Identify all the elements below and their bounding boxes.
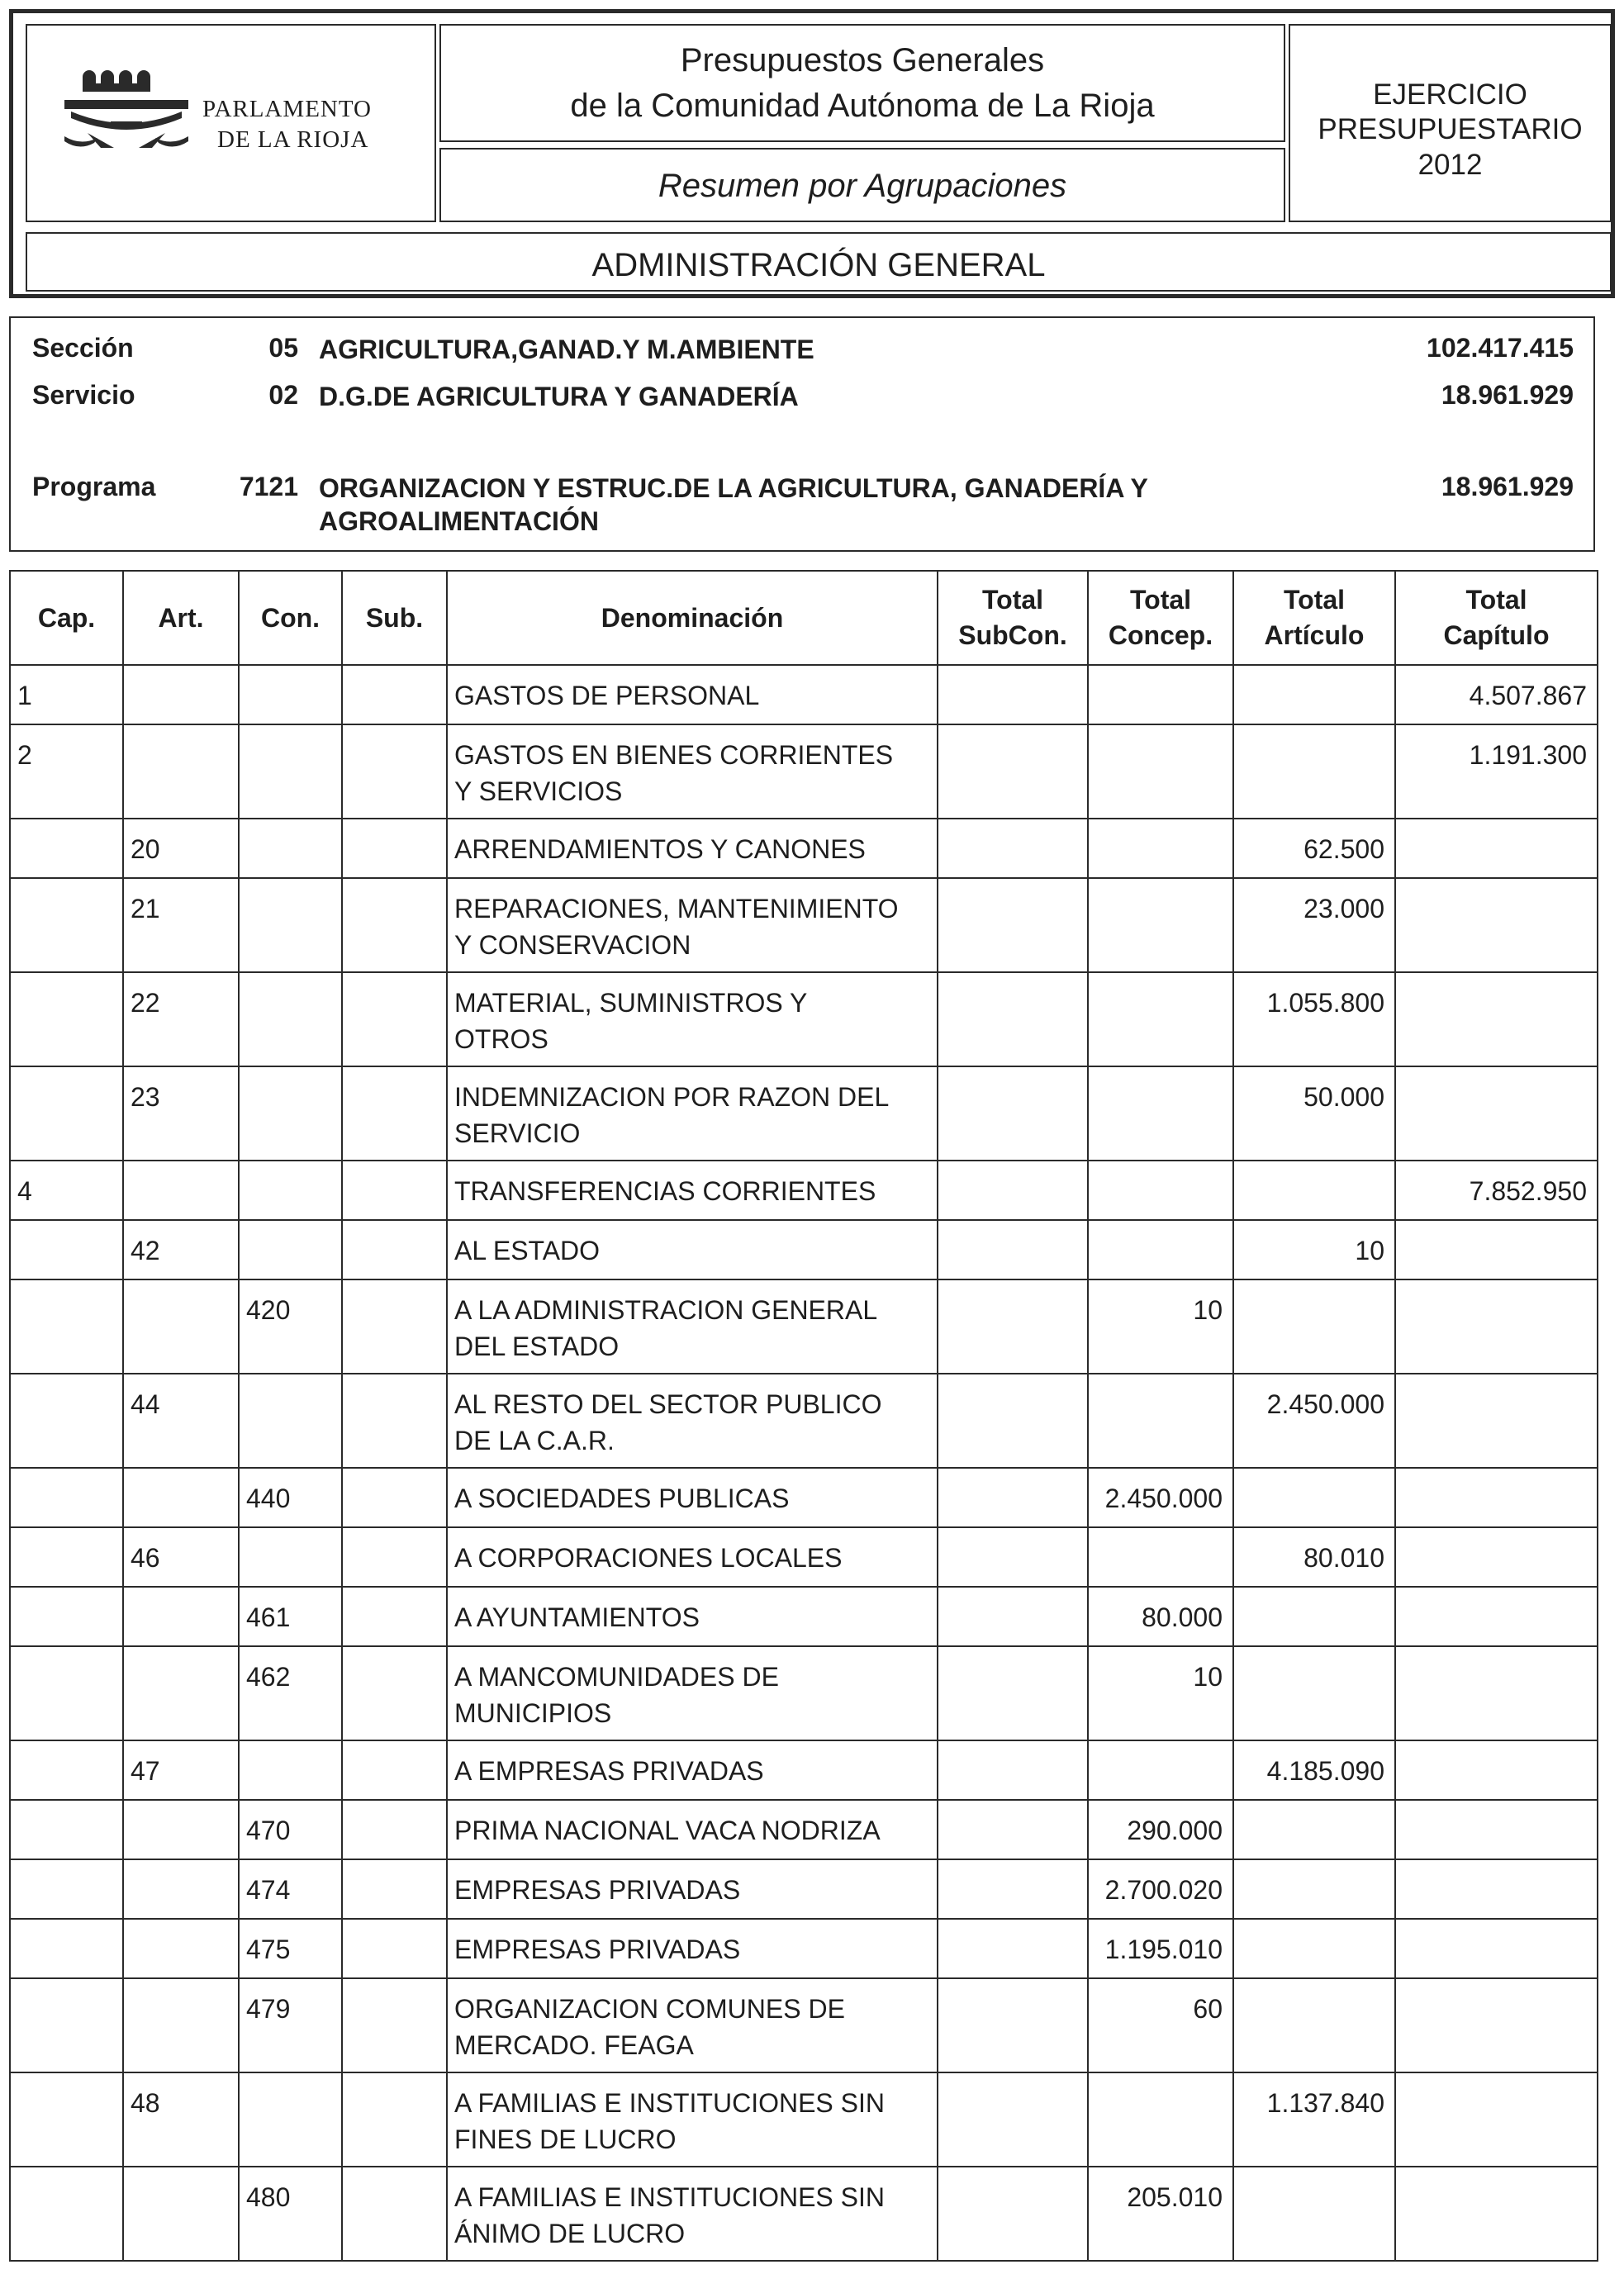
den-line1: GASTOS EN BIENES CORRIENTES — [454, 740, 894, 770]
cell-con — [239, 819, 342, 878]
cell-con: 480 — [239, 2167, 342, 2261]
col-header-total-subcon-l1: Total — [981, 585, 1044, 615]
col-header-total-concep-l2: Concep. — [1108, 620, 1213, 650]
cell-cap: 4 — [10, 1161, 123, 1220]
servicio-label: Servicio — [32, 380, 135, 410]
den-line1: REPARACIONES, MANTENIMIENTO — [454, 894, 899, 923]
cell-sub — [342, 1919, 447, 1978]
cell-sub — [342, 1978, 447, 2072]
cell-sub — [342, 1587, 447, 1646]
cell-sub — [342, 724, 447, 819]
cell-total-capitulo: 4.507.867 — [1395, 665, 1598, 724]
cell-total-subcon — [938, 1800, 1088, 1859]
cell-art: 22 — [123, 972, 239, 1066]
cell-total-subcon — [938, 1220, 1088, 1279]
den-line2: FINES DE LUCRO — [454, 2124, 677, 2154]
cell-sub — [342, 1527, 447, 1587]
den-line2: ÁNIMO DE LUCRO — [454, 2219, 686, 2248]
table-row — [10, 1161, 1598, 1220]
table-row — [10, 819, 1598, 878]
cell-cap — [10, 2072, 123, 2167]
document-subtitle — [439, 148, 1285, 222]
cell-total-subcon — [938, 1919, 1088, 1978]
fiscal-year-panel — [1289, 24, 1612, 222]
cell-denominacion — [447, 1740, 938, 1800]
title-line1: Presupuestos Generales — [680, 42, 1045, 78]
cell-sub — [342, 972, 447, 1066]
cell-cap — [10, 1800, 123, 1859]
cell-total-articulo — [1233, 1587, 1395, 1646]
cell-total-capitulo — [1395, 972, 1598, 1066]
cell-con — [239, 724, 342, 819]
cell-denominacion — [447, 1859, 938, 1919]
document-header — [9, 9, 1615, 298]
cell-total-capitulo: 1.191.300 — [1395, 724, 1598, 819]
den-line1: AL ESTADO — [454, 1236, 601, 1265]
den-line1: EMPRESAS PRIVADAS — [454, 1935, 741, 1964]
cell-total-articulo: 62.500 — [1233, 819, 1395, 878]
table-row — [10, 1527, 1598, 1587]
cell-art: 47 — [123, 1740, 239, 1800]
cell-total-capitulo — [1395, 1279, 1598, 1374]
cell-total-articulo — [1233, 1800, 1395, 1859]
cell-denominacion — [447, 724, 938, 819]
den-line1: A EMPRESAS PRIVADAS — [454, 1756, 764, 1786]
title-line2: de la Comunidad Autónoma de La Rioja — [570, 88, 1155, 124]
programa-desc-line2: AGROALIMENTACIÓN — [319, 506, 599, 536]
cell-total-concep: 10 — [1088, 1646, 1233, 1740]
programa-desc — [319, 472, 1148, 538]
cell-con — [239, 665, 342, 724]
cell-art — [123, 1587, 239, 1646]
den-line1: GASTOS DE PERSONAL — [454, 681, 760, 710]
cell-denominacion — [447, 665, 938, 724]
cell-cap — [10, 1527, 123, 1587]
table-row — [10, 1468, 1598, 1527]
cell-cap — [10, 1978, 123, 2072]
cell-total-concep: 205.010 — [1088, 2167, 1233, 2261]
col-header-denominacion: Denominación — [447, 571, 938, 665]
cell-cap: 2 — [10, 724, 123, 819]
den-line2: SERVICIO — [454, 1118, 581, 1148]
cell-total-capitulo — [1395, 1374, 1598, 1468]
col-header-total-articulo — [1233, 571, 1395, 665]
cell-total-articulo — [1233, 1919, 1395, 1978]
cell-total-subcon — [938, 2167, 1088, 2261]
budget-table — [9, 570, 1598, 2262]
administration-banner — [26, 232, 1612, 292]
den-line2: DEL ESTADO — [454, 1332, 620, 1361]
den-line2: Y SERVICIOS — [454, 776, 623, 806]
col-header-cap: Cap. — [10, 571, 123, 665]
cell-con: 461 — [239, 1587, 342, 1646]
col-header-sub: Sub. — [342, 571, 447, 665]
cell-total-subcon — [938, 2072, 1088, 2167]
cell-total-concep — [1088, 1374, 1233, 1468]
cell-total-concep: 2.450.000 — [1088, 1468, 1233, 1527]
cell-total-subcon — [938, 665, 1088, 724]
cell-con: 470 — [239, 1800, 342, 1859]
cell-total-subcon — [938, 1374, 1088, 1468]
cell-sub — [342, 1374, 447, 1468]
cell-art — [123, 665, 239, 724]
subtitle-text: Resumen por Agrupaciones — [658, 168, 1067, 204]
cell-total-subcon — [938, 1161, 1088, 1220]
cell-total-concep — [1088, 2072, 1233, 2167]
cell-cap — [10, 1919, 123, 1978]
cell-total-articulo — [1233, 1161, 1395, 1220]
cell-cap — [10, 1587, 123, 1646]
den-line1: TRANSFERENCIAS CORRIENTES — [454, 1176, 876, 1206]
seccion-amount: 102.417.415 — [1427, 333, 1574, 363]
den-line1: A SOCIEDADES PUBLICAS — [454, 1484, 790, 1513]
den-line1: A FAMILIAS E INSTITUCIONES SIN — [454, 2088, 885, 2118]
budget-section-info — [9, 316, 1595, 552]
table-row — [10, 1859, 1598, 1919]
cell-sub — [342, 1468, 447, 1527]
cell-con — [239, 1220, 342, 1279]
cell-total-capitulo — [1395, 1220, 1598, 1279]
den-line1: A MANCOMUNIDADES DE — [454, 1662, 779, 1692]
cell-denominacion — [447, 878, 938, 972]
cell-total-subcon — [938, 878, 1088, 972]
cell-total-subcon — [938, 972, 1088, 1066]
cell-con — [239, 1161, 342, 1220]
den-line2: MERCADO. FEAGA — [454, 2030, 694, 2060]
cell-total-subcon — [938, 724, 1088, 819]
cell-sub — [342, 1161, 447, 1220]
cell-total-capitulo — [1395, 819, 1598, 878]
cell-sub — [342, 819, 447, 878]
cell-cap — [10, 1066, 123, 1161]
cell-art — [123, 2167, 239, 2261]
ejercicio-label: EJERCICIO — [1373, 78, 1527, 111]
cell-art: 20 — [123, 819, 239, 878]
cell-denominacion — [447, 819, 938, 878]
den-line1: A LA ADMINISTRACION GENERAL — [454, 1295, 878, 1325]
cell-total-articulo — [1233, 1646, 1395, 1740]
cell-art — [123, 1859, 239, 1919]
logo-panel — [26, 24, 436, 222]
cell-cap — [10, 1646, 123, 1740]
cell-total-articulo — [1233, 1468, 1395, 1527]
cell-con — [239, 1066, 342, 1161]
col-header-total-capitulo — [1395, 571, 1598, 665]
cell-sub — [342, 2167, 447, 2261]
cell-cap — [10, 1740, 123, 1800]
cell-total-capitulo — [1395, 2072, 1598, 2167]
cell-total-concep — [1088, 1220, 1233, 1279]
cell-art: 46 — [123, 1527, 239, 1587]
cell-total-articulo: 80.010 — [1233, 1527, 1395, 1587]
cell-sub — [342, 665, 447, 724]
table-row — [10, 1279, 1598, 1374]
cell-art — [123, 1279, 239, 1374]
cell-con: 479 — [239, 1978, 342, 2072]
seccion-label: Sección — [32, 333, 134, 363]
table-row — [10, 1587, 1598, 1646]
cell-art — [123, 724, 239, 819]
seccion-desc: AGRICULTURA,GANAD.Y M.AMBIENTE — [319, 335, 814, 364]
col-header-total-capitulo-l1: Total — [1465, 585, 1527, 615]
document-title — [439, 24, 1285, 142]
cell-denominacion — [447, 1279, 938, 1374]
servicio-desc: D.G.DE AGRICULTURA Y GANADERÍA — [319, 382, 799, 411]
table-row — [10, 1066, 1598, 1161]
cell-denominacion — [447, 2072, 938, 2167]
col-header-total-articulo-l2: Artículo — [1264, 620, 1365, 650]
cell-denominacion — [447, 1220, 938, 1279]
cell-cap — [10, 2167, 123, 2261]
cell-total-articulo — [1233, 724, 1395, 819]
cell-sub — [342, 1279, 447, 1374]
cell-total-capitulo — [1395, 1066, 1598, 1161]
cell-total-articulo: 23.000 — [1233, 878, 1395, 972]
cell-total-concep — [1088, 1161, 1233, 1220]
administration-title: ADMINISTRACIÓN GENERAL — [591, 247, 1046, 283]
cell-total-subcon — [938, 1978, 1088, 2072]
den-line2: MUNICIPIOS — [454, 1698, 612, 1728]
den-line2: DE LA C.A.R. — [454, 1426, 615, 1455]
table-row — [10, 665, 1598, 724]
table-row — [10, 1740, 1598, 1800]
cell-cap — [10, 819, 123, 878]
cell-art — [123, 1646, 239, 1740]
cell-total-articulo — [1233, 1978, 1395, 2072]
cell-total-concep: 1.195.010 — [1088, 1919, 1233, 1978]
cell-sub — [342, 1800, 447, 1859]
col-header-total-concep-l1: Total — [1129, 585, 1192, 615]
cell-sub — [342, 1220, 447, 1279]
cell-cap — [10, 1279, 123, 1374]
cell-con: 440 — [239, 1468, 342, 1527]
seccion-code: 05 — [268, 333, 298, 363]
cell-con — [239, 972, 342, 1066]
den-line1: ARRENDAMIENTOS Y CANONES — [454, 834, 866, 864]
logo-text-line2: DE LA RIOJA — [217, 126, 369, 153]
cell-denominacion — [447, 1161, 938, 1220]
table-row — [10, 972, 1598, 1066]
cell-total-subcon — [938, 1279, 1088, 1374]
cell-sub — [342, 1066, 447, 1161]
cell-art — [123, 1800, 239, 1859]
cell-art — [123, 1468, 239, 1527]
cell-total-concep: 80.000 — [1088, 1587, 1233, 1646]
cell-con: 474 — [239, 1859, 342, 1919]
cell-con: 420 — [239, 1279, 342, 1374]
den-line1: A CORPORACIONES LOCALES — [454, 1543, 843, 1573]
cell-total-subcon — [938, 1646, 1088, 1740]
presupuestario-label: PRESUPUESTARIO — [1318, 113, 1583, 145]
table-row — [10, 724, 1598, 819]
cell-total-concep — [1088, 724, 1233, 819]
cell-denominacion — [447, 1800, 938, 1859]
cell-art: 42 — [123, 1220, 239, 1279]
cell-sub — [342, 2072, 447, 2167]
cell-con — [239, 2072, 342, 2167]
logo-text-line1: PARLAMENTO — [202, 96, 372, 122]
table-row — [10, 1220, 1598, 1279]
cell-art: 44 — [123, 1374, 239, 1468]
cell-denominacion — [447, 972, 938, 1066]
col-header-art: Art. — [123, 571, 239, 665]
cell-total-capitulo — [1395, 1740, 1598, 1800]
table-row — [10, 1919, 1598, 1978]
cell-total-capitulo — [1395, 1468, 1598, 1527]
cell-total-capitulo — [1395, 1527, 1598, 1587]
cell-total-articulo — [1233, 1859, 1395, 1919]
cell-total-capitulo — [1395, 1800, 1598, 1859]
cell-denominacion — [447, 1978, 938, 2072]
cell-total-capitulo — [1395, 1587, 1598, 1646]
cell-cap — [10, 1220, 123, 1279]
den-line1: INDEMNIZACION POR RAZON DEL — [454, 1082, 890, 1112]
cell-total-concep — [1088, 1740, 1233, 1800]
cell-con — [239, 1740, 342, 1800]
cell-total-concep: 290.000 — [1088, 1800, 1233, 1859]
cell-total-concep — [1088, 819, 1233, 878]
den-line2: OTROS — [454, 1024, 548, 1054]
cell-sub — [342, 878, 447, 972]
cell-denominacion — [447, 1646, 938, 1740]
cell-total-articulo — [1233, 2167, 1395, 2261]
cell-total-subcon — [938, 1740, 1088, 1800]
cell-total-subcon — [938, 1587, 1088, 1646]
servicio-amount: 18.961.929 — [1441, 380, 1574, 410]
cell-cap — [10, 1374, 123, 1468]
cell-total-articulo: 2.450.000 — [1233, 1374, 1395, 1468]
cell-total-capitulo — [1395, 1919, 1598, 1978]
cell-sub — [342, 1740, 447, 1800]
cell-total-articulo — [1233, 1279, 1395, 1374]
col-header-total-articulo-l1: Total — [1283, 585, 1346, 615]
cell-total-articulo — [1233, 665, 1395, 724]
cell-cap: 1 — [10, 665, 123, 724]
cell-art — [123, 1978, 239, 2072]
col-header-total-capitulo-l2: Capítulo — [1443, 620, 1550, 650]
table-header-row — [10, 571, 1598, 665]
den-line1: ORGANIZACION COMUNES DE — [454, 1994, 845, 2024]
cell-total-articulo: 4.185.090 — [1233, 1740, 1395, 1800]
cell-denominacion — [447, 1587, 938, 1646]
cell-total-capitulo — [1395, 2167, 1598, 2261]
cell-art — [123, 1161, 239, 1220]
cell-total-articulo: 1.055.800 — [1233, 972, 1395, 1066]
cell-total-capitulo — [1395, 878, 1598, 972]
cell-total-subcon — [938, 1859, 1088, 1919]
cell-art: 21 — [123, 878, 239, 972]
cell-art: 48 — [123, 2072, 239, 2167]
col-header-total-subcon-l2: SubCon. — [958, 620, 1067, 650]
cell-denominacion — [447, 1919, 938, 1978]
programa-code: 7121 — [239, 472, 298, 501]
cell-total-concep — [1088, 878, 1233, 972]
col-header-total-subcon — [938, 571, 1088, 665]
cell-cap — [10, 1859, 123, 1919]
table-row — [10, 1978, 1598, 2072]
cell-sub — [342, 1646, 447, 1740]
cell-cap — [10, 878, 123, 972]
table-row — [10, 1374, 1598, 1468]
programa-amount: 18.961.929 — [1441, 472, 1574, 501]
table-row — [10, 878, 1598, 972]
cell-cap — [10, 972, 123, 1066]
col-header-con: Con. — [239, 571, 342, 665]
cell-total-subcon — [938, 1468, 1088, 1527]
cell-sub — [342, 1859, 447, 1919]
den-line1: A FAMILIAS E INSTITUCIONES SIN — [454, 2182, 885, 2212]
cell-denominacion — [447, 1066, 938, 1161]
table-row — [10, 1800, 1598, 1859]
cell-total-concep: 2.700.020 — [1088, 1859, 1233, 1919]
den-line1: AL RESTO DEL SECTOR PUBLICO — [454, 1389, 882, 1419]
cell-total-capitulo — [1395, 1978, 1598, 2072]
table-row — [10, 2167, 1598, 2261]
programa-label: Programa — [32, 472, 156, 501]
cell-art — [123, 1919, 239, 1978]
cell-total-concep — [1088, 1527, 1233, 1587]
den-line1: PRIMA NACIONAL VACA NODRIZA — [454, 1816, 881, 1845]
cell-total-subcon — [938, 819, 1088, 878]
cell-con — [239, 878, 342, 972]
cell-total-articulo: 50.000 — [1233, 1066, 1395, 1161]
den-line1: EMPRESAS PRIVADAS — [454, 1875, 741, 1905]
cell-total-capitulo: 7.852.950 — [1395, 1161, 1598, 1220]
programa-desc-line1: ORGANIZACION Y ESTRUC.DE LA AGRICULTURA, GANADERÍA Y — [319, 473, 1148, 503]
cell-con: 462 — [239, 1646, 342, 1740]
cell-total-concep: 10 — [1088, 1279, 1233, 1374]
cell-denominacion — [447, 1374, 938, 1468]
den-line2: Y CONSERVACION — [454, 930, 691, 960]
cell-total-capitulo — [1395, 1859, 1598, 1919]
cell-total-articulo: 10 — [1233, 1220, 1395, 1279]
den-line1: MATERIAL, SUMINISTROS Y — [454, 988, 808, 1018]
cell-total-articulo: 1.137.840 — [1233, 2072, 1395, 2167]
den-line1: A AYUNTAMIENTOS — [454, 1602, 700, 1632]
cell-total-capitulo — [1395, 1646, 1598, 1740]
cell-denominacion — [447, 1527, 938, 1587]
cell-total-concep — [1088, 972, 1233, 1066]
cell-cap — [10, 1468, 123, 1527]
cell-total-concep — [1088, 1066, 1233, 1161]
cell-denominacion — [447, 1468, 938, 1527]
table-row — [10, 2072, 1598, 2167]
cell-con — [239, 1374, 342, 1468]
table-row — [10, 1646, 1598, 1740]
fiscal-year: 2012 — [1417, 149, 1483, 181]
col-header-total-concep — [1088, 571, 1233, 665]
servicio-code: 02 — [268, 380, 298, 410]
cell-art: 23 — [123, 1066, 239, 1161]
cell-total-concep: 60 — [1088, 1978, 1233, 2072]
cell-denominacion — [447, 2167, 938, 2261]
cell-total-concep — [1088, 665, 1233, 724]
cell-con — [239, 1527, 342, 1587]
parliament-logo-icon — [64, 65, 197, 160]
cell-con: 475 — [239, 1919, 342, 1978]
cell-total-subcon — [938, 1066, 1088, 1161]
cell-total-subcon — [938, 1527, 1088, 1587]
